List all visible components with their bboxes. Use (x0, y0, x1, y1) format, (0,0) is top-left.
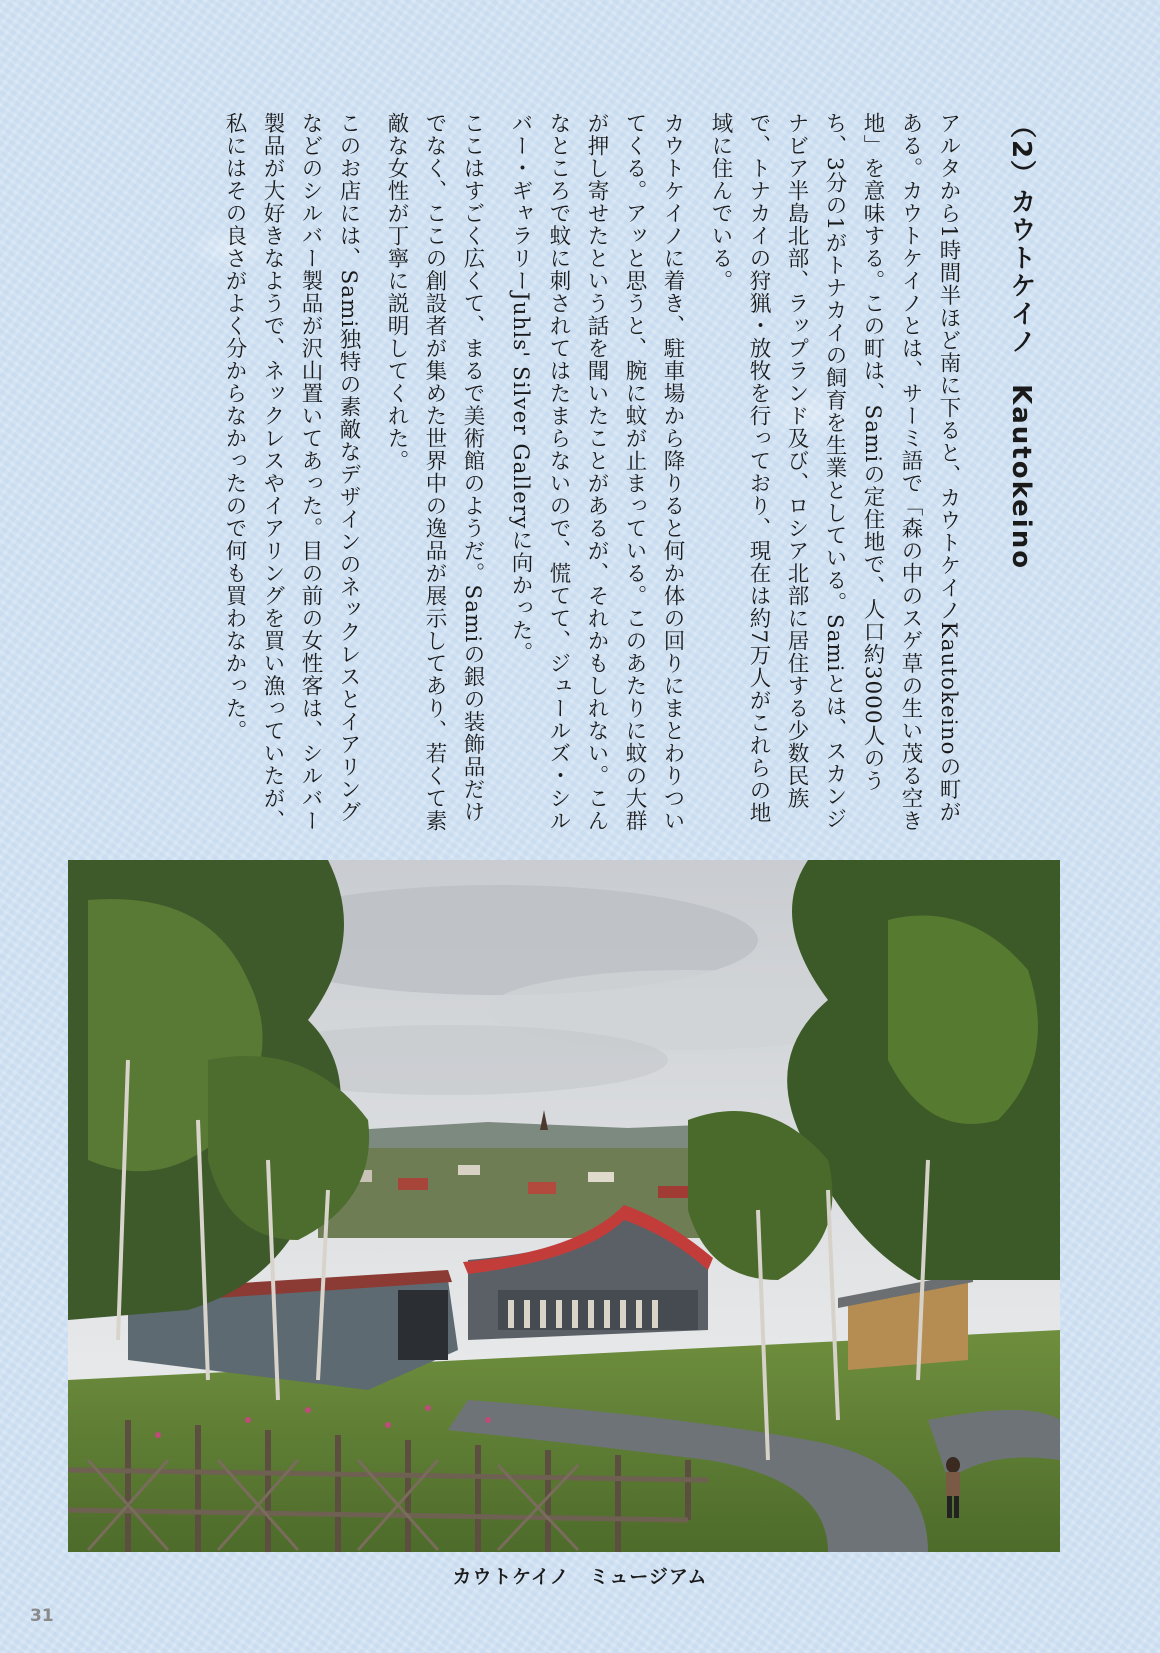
paragraph-3: ここはすごく広くて、まるで美術館のようだ。Samiの銀の装飾品だけでなく、ここの創設者が集めた世界中の逸品が展示してあり、若くて素敵な女性が丁寧に説明してくれた。 (384, 112, 485, 832)
article-text (170, 112, 1040, 832)
paragraph-1: アルタから1時間半ほど南に下ると、カウトケイノKautokeinoの町がある。カウトケイノとは、サーミ語で「森の中のスゲ草の生い茂る空き地」を意味する。この町は、Samiの定住地で、人口約3000人のうち、3分の1がトナカイの飼育を生業としている。Samiとは、スカンジナビア半島北部、ラップランド及び、ロシア北部に居住する少数民族で、トナカイの狩猟・放牧を行っており、現在は約7万人がこれらの地域に住んでいる。 (708, 112, 961, 832)
page-number: 31 (30, 1606, 54, 1626)
paragraph-2: カウトケイノに着き、駐車場から降りると何か体の回りにまとわりついてくる。アッと思うと、腕に蚊が止まっている。このあたりに蚊の大群が押し寄せたという話を聞いたことがあるが、それかもしれない。こんなところで蚊に刺されてはたまらないので、慌てて、ジュールズ・シルバー・ギャラリーJuhls' Silver Galleryに向かった。 (508, 112, 685, 832)
paragraph-4: このお店には、Sami独特の素敵なデザインのネックレスとイアリングなどのシルバー製品が沢山置いてあった。目の前の女性客は、シルバー製品が大好きなようで、ネックレスやイアリングを買い漁っていたが、私にはその良さがよく分からなかったので何も買わなかった。 (222, 112, 361, 832)
photo-caption: カウトケイノ ミュージアム (452, 1566, 708, 1588)
museum-photo (68, 860, 1060, 1552)
section-heading: （2）カウトケイノ Kautokeino (1006, 112, 1036, 571)
